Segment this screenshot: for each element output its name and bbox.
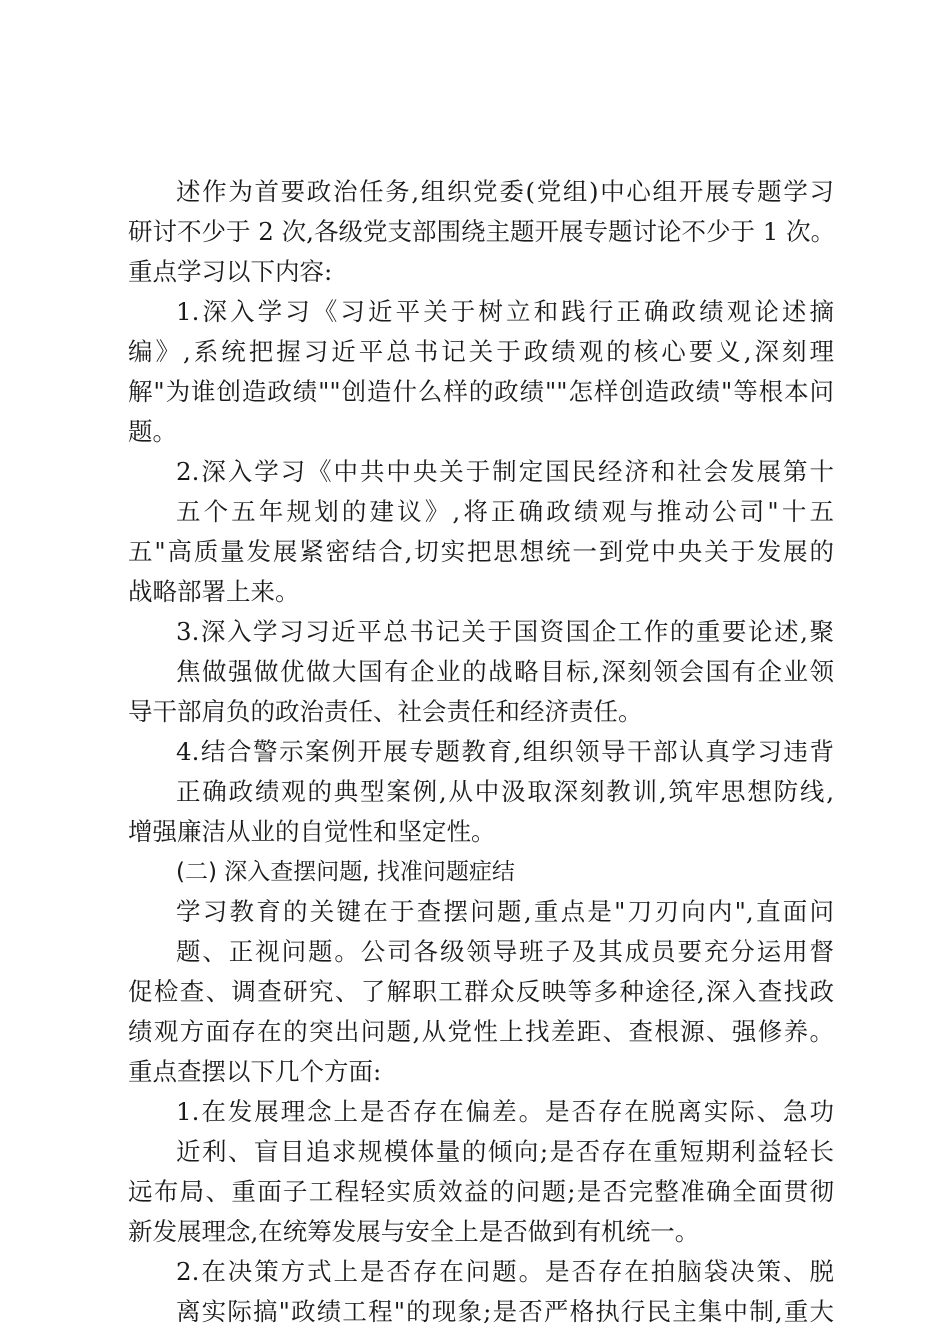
list-item-line: 题。 xyxy=(128,417,177,446)
list-item-line: 战略部署上来。 xyxy=(128,577,300,606)
section-heading: (二) 深入查摆问题, 找准问题症结 xyxy=(176,859,515,885)
list-item-line: 1.深入学习《习近平关于树立和践行正确政绩观论述摘 xyxy=(176,297,834,326)
list-item-line: 1.在发展理念上是否存在偏差。是否存在脱离实际、急功 xyxy=(176,1097,834,1126)
list-item-line: 远布局、重面子工程轻实质效益的问题;是否完整准确全面贯彻 xyxy=(128,1177,834,1206)
list-item-line: 导干部肩负的政治责任、社会责任和经济责任。 xyxy=(128,697,643,726)
paragraph-line: 重点学习以下内容: xyxy=(128,257,333,286)
list-item-line: 离实际搞"政绩工程"的现象;是否严格执行民主集中制,重大 xyxy=(176,1297,834,1326)
list-item-line: 新发展理念,在统筹发展与安全上是否做到有机统一。 xyxy=(128,1217,700,1246)
list-item-line: 五"高质量发展紧密结合,切实把思想统一到党中央关于发展的 xyxy=(128,537,834,566)
paragraph-line: 重点查摆以下几个方面: xyxy=(128,1057,382,1086)
list-item-line: 增强廉洁从业的自觉性和坚定性。 xyxy=(128,817,496,846)
list-item-line: 4.结合警示案例开展专题教育,组织领导干部认真学习违背 xyxy=(176,737,834,766)
list-item-line: 五个五年规划的建议》,将正确政绩观与推动公司"十五 xyxy=(176,497,834,526)
list-item-line: 近利、盲目追求规模体量的倾向;是否存在重短期利益轻长 xyxy=(176,1137,834,1166)
list-item-line: 3.深入学习习近平总书记关于国资国企工作的重要论述,聚 xyxy=(176,617,834,646)
list-item-line: 焦做强做优做大国有企业的战略目标,深刻领会国有企业领 xyxy=(176,657,834,686)
list-item-line: 解"为谁创造政绩""创造什么样的政绩""怎样创造政绩"等根本问 xyxy=(128,377,834,406)
paragraph-line: 促检查、调查研究、了解职工群众反映等多种途径,深入查找政 xyxy=(128,977,834,1006)
paragraph-line: 学习教育的关键在于查摆问题,重点是"刀刃向内",直面问 xyxy=(176,897,834,926)
paragraph-line: 述作为首要政治任务,组织党委(党组)中心组开展专题学习 xyxy=(176,177,834,206)
paragraph-line: 绩观方面存在的突出问题,从党性上找差距、查根源、强修养。 xyxy=(128,1017,834,1046)
list-item-line: 2.深入学习《中共中央关于制定国民经济和社会发展第十 xyxy=(176,457,834,486)
paragraph-line: 题、正视问题。公司各级领导班子及其成员要充分运用督 xyxy=(176,937,834,966)
list-item-line: 编》,系统把握习近平总书记关于政绩观的核心要义,深刻理 xyxy=(128,337,834,366)
list-item-line: 正确政绩观的典型案例,从中汲取深刻教训,筑牢思想防线, xyxy=(176,777,834,806)
list-item-line: 2.在决策方式上是否存在问题。是否存在拍脑袋决策、脱 xyxy=(176,1257,834,1286)
paragraph-line: 研讨不少于 2 次,各级党支部围绕主题开展专题讨论不少于 1 次。 xyxy=(128,217,836,246)
